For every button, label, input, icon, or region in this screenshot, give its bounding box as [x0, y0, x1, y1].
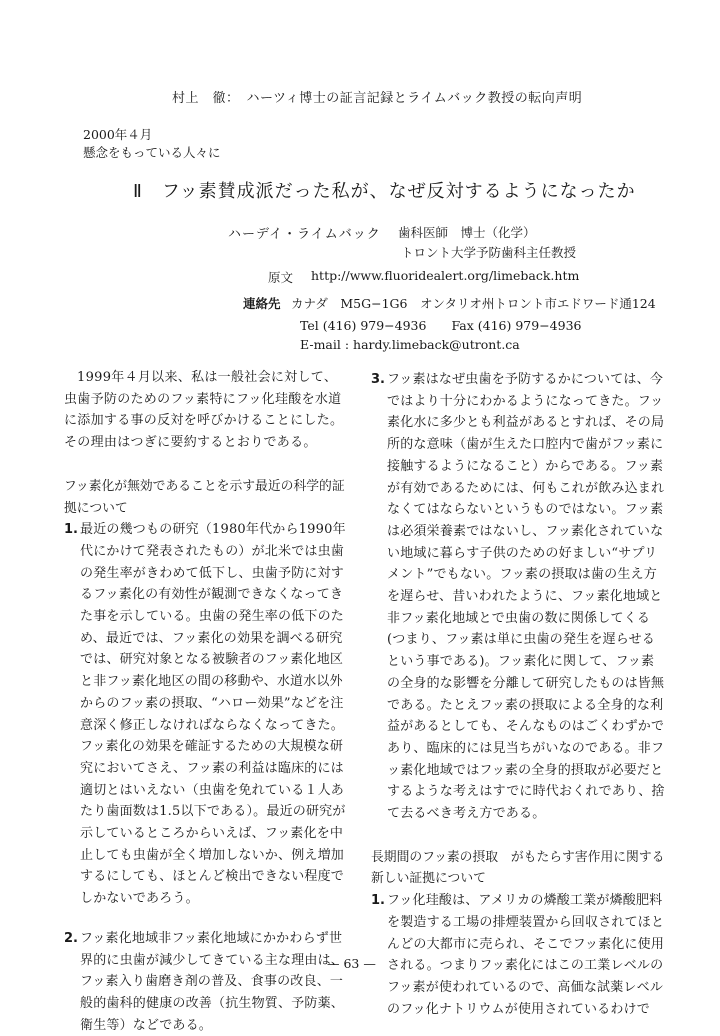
list-item-number: 2. — [64, 930, 78, 946]
page-number: — 63 — — [327, 956, 376, 971]
section-heading-long-term-harm: 長期間のフッ素の摂取 がもたらす害作用に関する新しい証拠について — [371, 849, 665, 887]
list-item-text: フッ素はなぜ虫歯を予防するかについては、今ではより十分にわかるようになってきた。フッ素化水に多少とも利益があるとすれば、その局所的な意味（歯が生えた口腔内で歯がフッ素に接触するようになること）からである。フッ素が有効であるためには、何もこれが飲み込まれなくてはならないというものではない。フッ素は必須栄養素ではないし、フッ素化されていない地域に暮らす子供のための好ましい“サプリメント”でもない。フッ素の摂取は歯の生え方を遅らせ、昔いわれたように、フッ素化地域と非フッ素化地域とで虫歯の数に関係してくる(つまり、フッ素は単に虫歯の発生を遅らせるという事である)。フッ素化に関して、フッ素の全身的な影響を分離して研究したものは皆無である。たとえフッ素の摂取による全身的な利益があるとしても、そんなものはごくわずかであり、臨床的には見当ちがいなのである。非フッ素化地域ではフッ素の全身的摂取が必要だとするような考えはすでに時代おくれであり、捨て去るべき考え方である。 — [387, 372, 665, 822]
list-item-number: 1. — [371, 893, 385, 909]
left-column — [64, 367, 350, 1036]
right-column — [371, 369, 667, 1020]
list-item — [64, 519, 350, 910]
author-degree: 歯科医師 博士（化学） — [398, 225, 536, 240]
running-header: 村上 徹： ハーツィ博士の証言記録とライムバック教授の転向声明 — [172, 91, 583, 106]
list-item-text: フッ素化地域非フッ素化地域にかかわらず世界的に虫歯が減少してきている主な理由は、フッ素入り歯磨き剤の普及、食事の改良、一般的歯科的健康の改善（抗生物質、予防薬、衛生等）などである。 — [80, 930, 345, 1033]
list-item — [371, 369, 667, 825]
list-item-text: 最近の幾つもの研究（1980年代から1990年代にかけて発表されたもの）が北米では虫歯の発生率がきわめて低下し、虫歯予防に対するフッ素化の有効性が観測できなくなってきた事を示している。虫歯の発生率の低下のため、最近では、フッ素化の効果を調べる研究では、研究対象となる被験者のフッ素化地区と非フッ素化地区の間の移動や、水道水以外からのフッ素の摂取、“ハロー効果”などを注意深く修正しなければならなくなってきた。フッ素化の効果を確証するための大規模な研究においてさえ、フッ素の利益は臨床的には適切とはいえない（虫歯を免れている１人あたり歯面数は1.5以下である）。最近の研究が示しているところからいえば、フッ素化を中止しても虫歯が全く増加しないか、例え増加するにしても、ほとんど検出できない程度でしかないであろう。 — [80, 522, 346, 907]
contact-tel-fax: Tel (416) 979−4936 Fax (416) 979−4936 — [300, 318, 582, 333]
contact-label: 連絡先 — [243, 296, 281, 311]
list-item-number: 1. — [64, 522, 78, 538]
list-item — [371, 890, 667, 1020]
author-affiliation: トロント大学予防歯科主任教授 — [401, 245, 577, 260]
letter-addressee: 懸念をもっている人々に — [83, 145, 221, 160]
contact-address: カナダ M5G−1G6 オンタリオ州トロント市エドワード通124 — [291, 296, 656, 311]
letter-date: 2000年４月 — [83, 127, 153, 142]
source-label: 原文 — [268, 270, 294, 285]
source-url: http://www.fluoridealert.org/limeback.htm — [311, 268, 580, 283]
list-item-number: 3. — [371, 372, 385, 387]
contact-email: E-mail : hardy.limeback@utront.ca — [300, 337, 520, 352]
author-name: ハーデイ・ライムバック — [228, 227, 381, 242]
list-item — [64, 928, 350, 1036]
intro-paragraph: 1999年４月以来、私は一般社会に対して、虫歯予防のためのフッ素特にフッ化珪酸を水道に添加する事の反対を呼びかけることにした。その理由はつぎに要約するとおりである。 — [64, 370, 344, 451]
article-title: Ⅱ フッ素賛成派だった私が、なぜ反対するようになったか — [133, 181, 636, 202]
list-item-text: フッ化珪酸は、アメリカの燐酸工業が燐酸肥料を製造する工場の排煙装置から回収されてほとんどの大都市に売られ、そこでフッ素化に使用される。つまりフッ素化にはこの工業レベルのフッ素が使われているので、高価な試薬レベルのフッ化ナトリウムが使用されているわけで — [387, 893, 665, 1017]
section-heading-ineffectiveness: フッ素化が無効であることを示す最近の科学的証拠について — [64, 478, 345, 516]
